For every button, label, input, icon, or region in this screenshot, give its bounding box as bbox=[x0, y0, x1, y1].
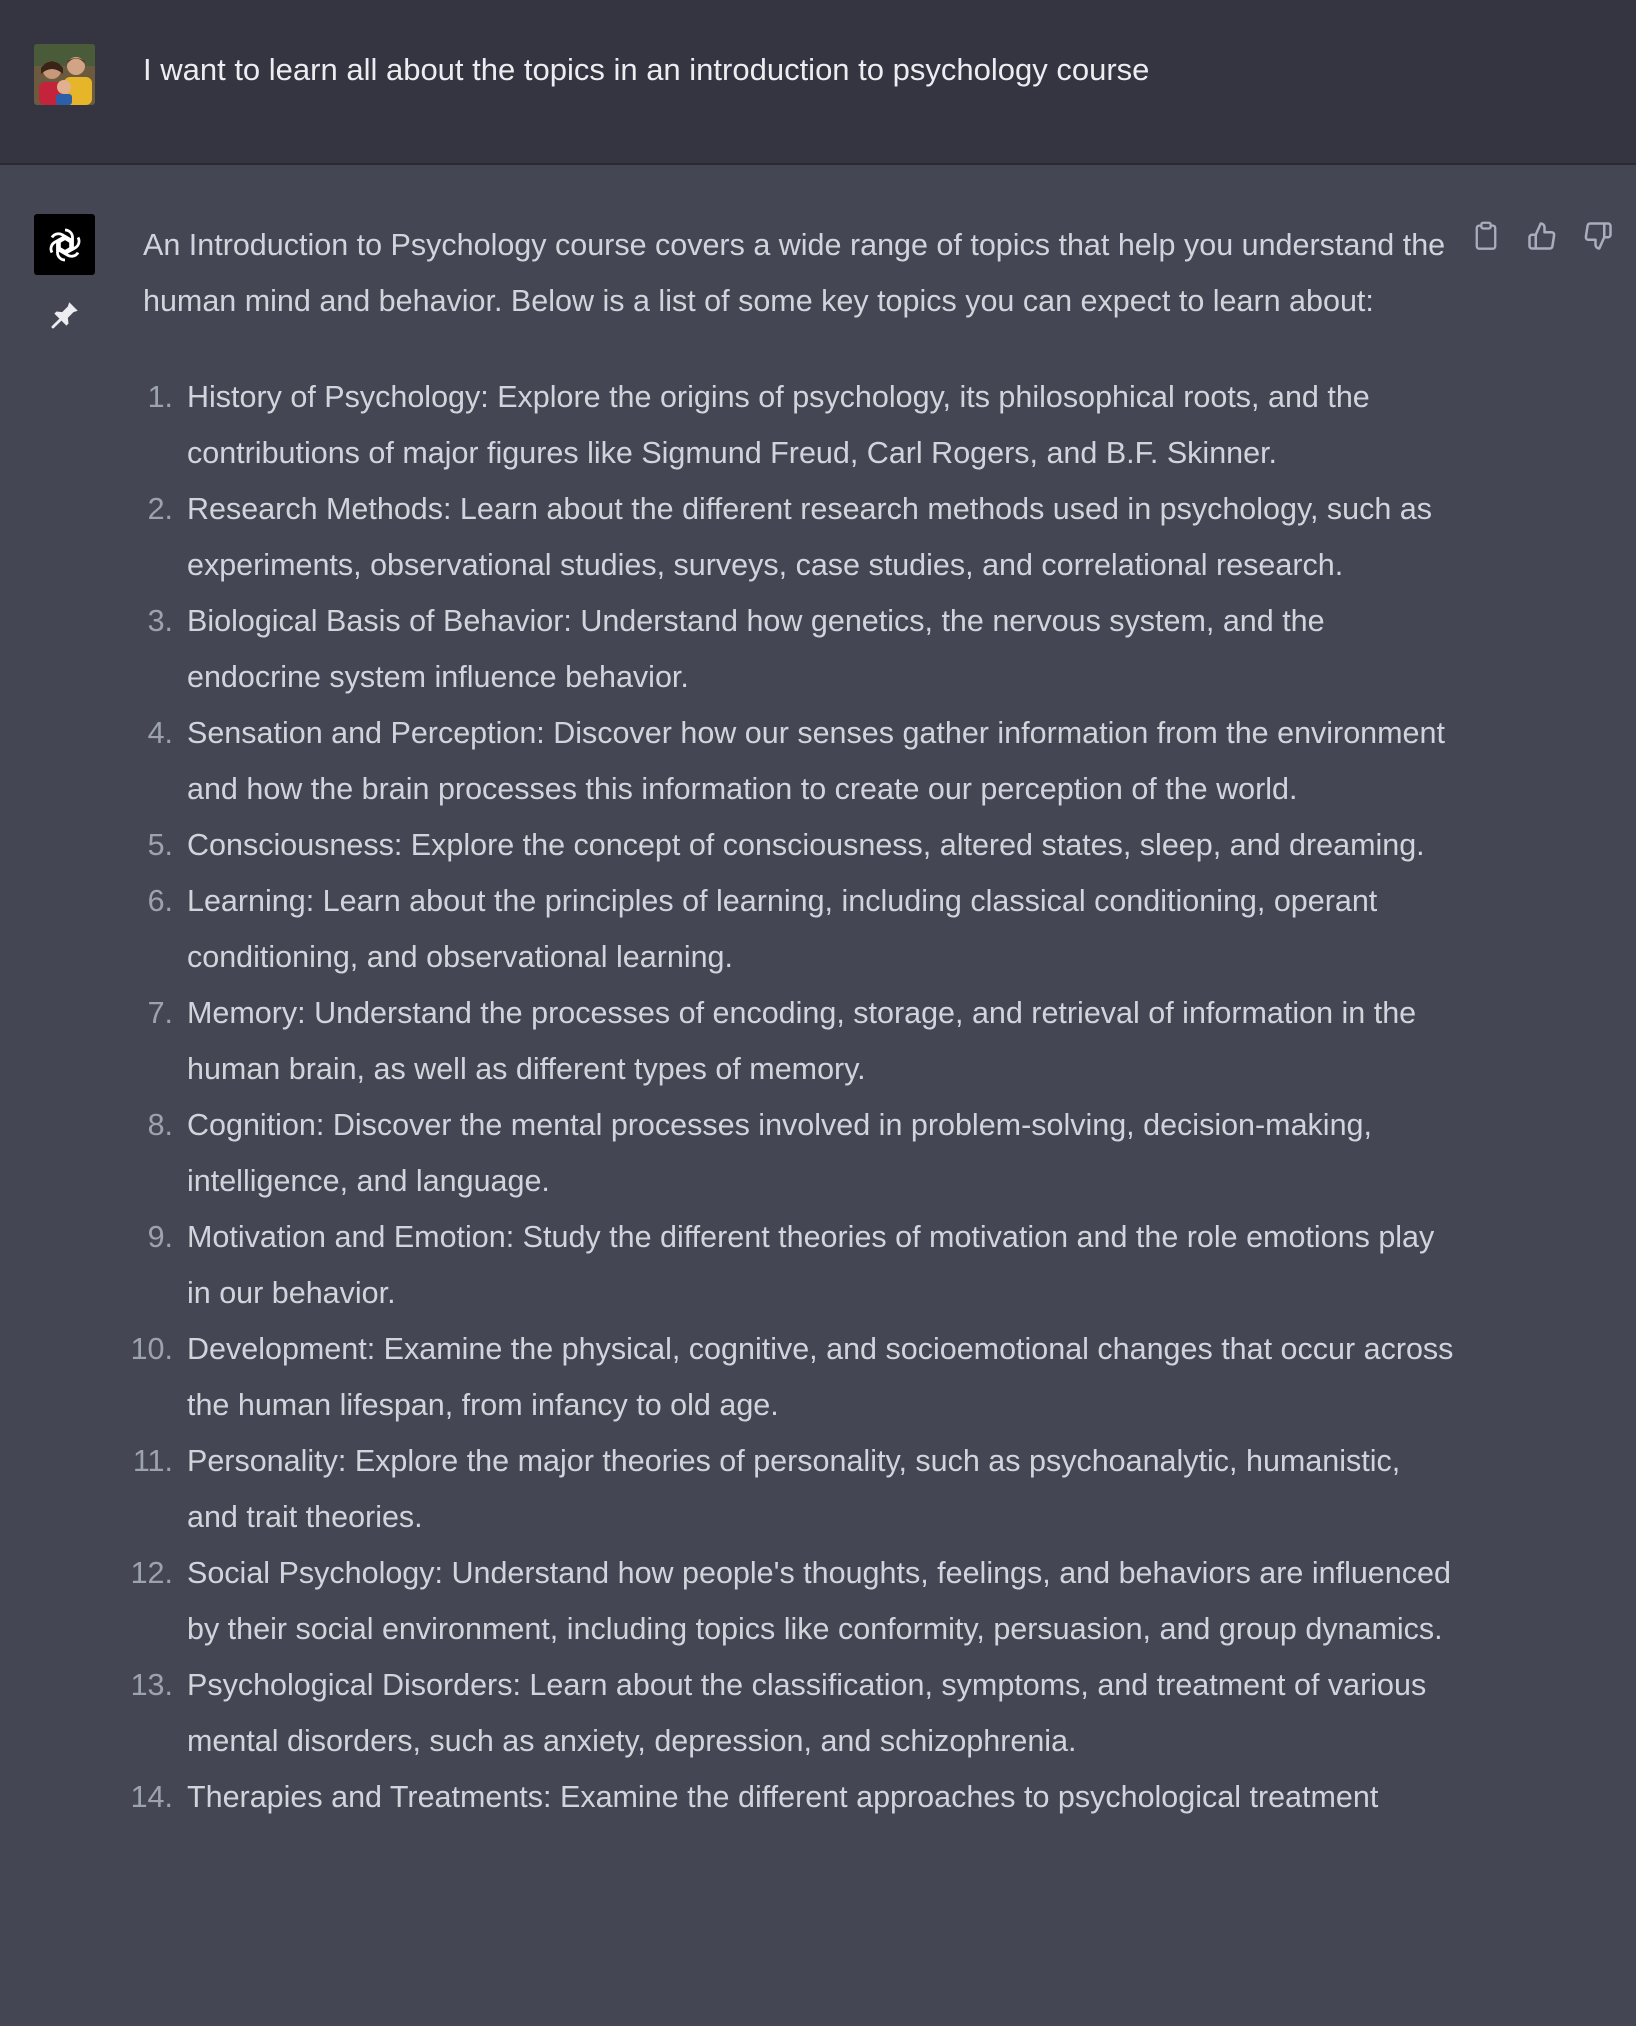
list-item bbox=[130, 1545, 1458, 1657]
list-item bbox=[143, 873, 1458, 985]
list-item-number: 13. bbox=[130, 1668, 173, 1702]
list-item-number: 10. bbox=[130, 1332, 173, 1366]
list-item-number: 2. bbox=[147, 492, 173, 526]
list-item-text: Memory: Understand the processes of encoding, storage, and retrieval of information in the human brain, as well as different types of memory. bbox=[187, 996, 1417, 1086]
list-item-number: 12. bbox=[130, 1556, 173, 1590]
list-item-text: Sensation and Perception: Discover how our senses gather information from the environment and how the brain processes this information to create our perception of the world. bbox=[187, 716, 1445, 806]
clipboard-icon bbox=[1472, 221, 1500, 251]
list-item bbox=[130, 1657, 1458, 1769]
user-avatar bbox=[34, 44, 95, 105]
assistant-avatar bbox=[34, 214, 95, 275]
thumbs-up-button[interactable] bbox=[1526, 220, 1558, 252]
user-photo-avatar-icon bbox=[34, 44, 95, 105]
openai-logo-icon bbox=[43, 223, 87, 267]
list-item bbox=[132, 1433, 1458, 1545]
pin-icon[interactable] bbox=[48, 298, 82, 332]
list-item-text: Cognition: Discover the mental processes involved in problem-solving, decision-making, intelligence, and language. bbox=[187, 1108, 1372, 1198]
thumbs-down-icon bbox=[1583, 221, 1613, 251]
list-item-text: Motivation and Emotion: Study the different theories of motivation and the role emotions play in our behavior. bbox=[187, 1220, 1435, 1310]
list-item-text: Biological Basis of Behavior: Understand how genetics, the nervous system, and the endocrine system influence behavior. bbox=[187, 604, 1325, 694]
topic-list bbox=[130, 369, 1458, 1825]
list-item-number: 7. bbox=[147, 996, 173, 1030]
list-item-number: 11. bbox=[132, 1444, 173, 1478]
user-message-text: I want to learn all about the topics in an introduction to psychology course bbox=[143, 52, 1150, 87]
list-item-number: 14. bbox=[130, 1780, 173, 1814]
assistant-message-row bbox=[0, 165, 1636, 2026]
copy-button[interactable] bbox=[1470, 220, 1502, 252]
list-item-text: Consciousness: Explore the concept of consciousness, altered states, sleep, and dreaming. bbox=[187, 828, 1425, 862]
list-item-text: Personality: Explore the major theories of personality, such as psychoanalytic, humanistic, and trait theories. bbox=[187, 1444, 1401, 1534]
list-item-text: Social Psychology: Understand how people's thoughts, feelings, and behaviors are influenced by their social environment, including topics like conformity, persuasion, and group dynamics. bbox=[187, 1556, 1451, 1646]
list-item bbox=[143, 1097, 1458, 1209]
list-item-number: 8. bbox=[147, 1108, 173, 1142]
list-item-number: 1. bbox=[147, 380, 173, 414]
list-item bbox=[143, 369, 1458, 481]
list-item bbox=[130, 1769, 1458, 1825]
list-item bbox=[130, 1321, 1458, 1433]
list-item-number: 4. bbox=[147, 716, 173, 750]
assistant-message-content bbox=[130, 217, 1458, 1825]
list-item-number: 6. bbox=[147, 884, 173, 918]
list-item-text: Therapies and Treatments: Examine the different approaches to psychological treatment bbox=[187, 1780, 1379, 1814]
list-item bbox=[143, 817, 1458, 873]
list-item-text: Research Methods: Learn about the different research methods used in psychology, such as experiments, observational studies, surveys, case studies, and correlational research. bbox=[187, 492, 1433, 582]
list-item-text: Development: Examine the physical, cognitive, and socioemotional changes that occur across the human lifespan, from infancy to old age. bbox=[187, 1332, 1454, 1422]
list-item bbox=[143, 985, 1458, 1097]
message-actions bbox=[1470, 220, 1614, 252]
list-item bbox=[143, 705, 1458, 817]
list-item-number: 3. bbox=[147, 604, 173, 638]
list-item-text: History of Psychology: Explore the origins of psychology, its philosophical roots, and the contributions of major figures like Sigmund Freud, Carl Rogers, and B.F. Skinner. bbox=[187, 380, 1370, 470]
list-item-text: Psychological Disorders: Learn about the classification, symptoms, and treatment of various mental disorders, such as anxiety, depression, and schizophrenia. bbox=[187, 1668, 1427, 1758]
list-item-number: 5. bbox=[147, 828, 173, 862]
list-item-number: 9. bbox=[147, 1220, 173, 1254]
list-item-text: Learning: Learn about the principles of learning, including classical conditioning, operant conditioning, and observational learning. bbox=[187, 884, 1378, 974]
thumbs-up-icon bbox=[1527, 221, 1557, 251]
user-message-row bbox=[0, 0, 1636, 165]
list-item bbox=[143, 593, 1458, 705]
list-item bbox=[143, 481, 1458, 593]
intro-paragraph: An Introduction to Psychology course covers a wide range of topics that help you understand the human mind and behavior. Below is a list of some key topics you can expect to learn about: bbox=[143, 228, 1446, 318]
thumbs-down-button[interactable] bbox=[1582, 220, 1614, 252]
list-item bbox=[143, 1209, 1458, 1321]
